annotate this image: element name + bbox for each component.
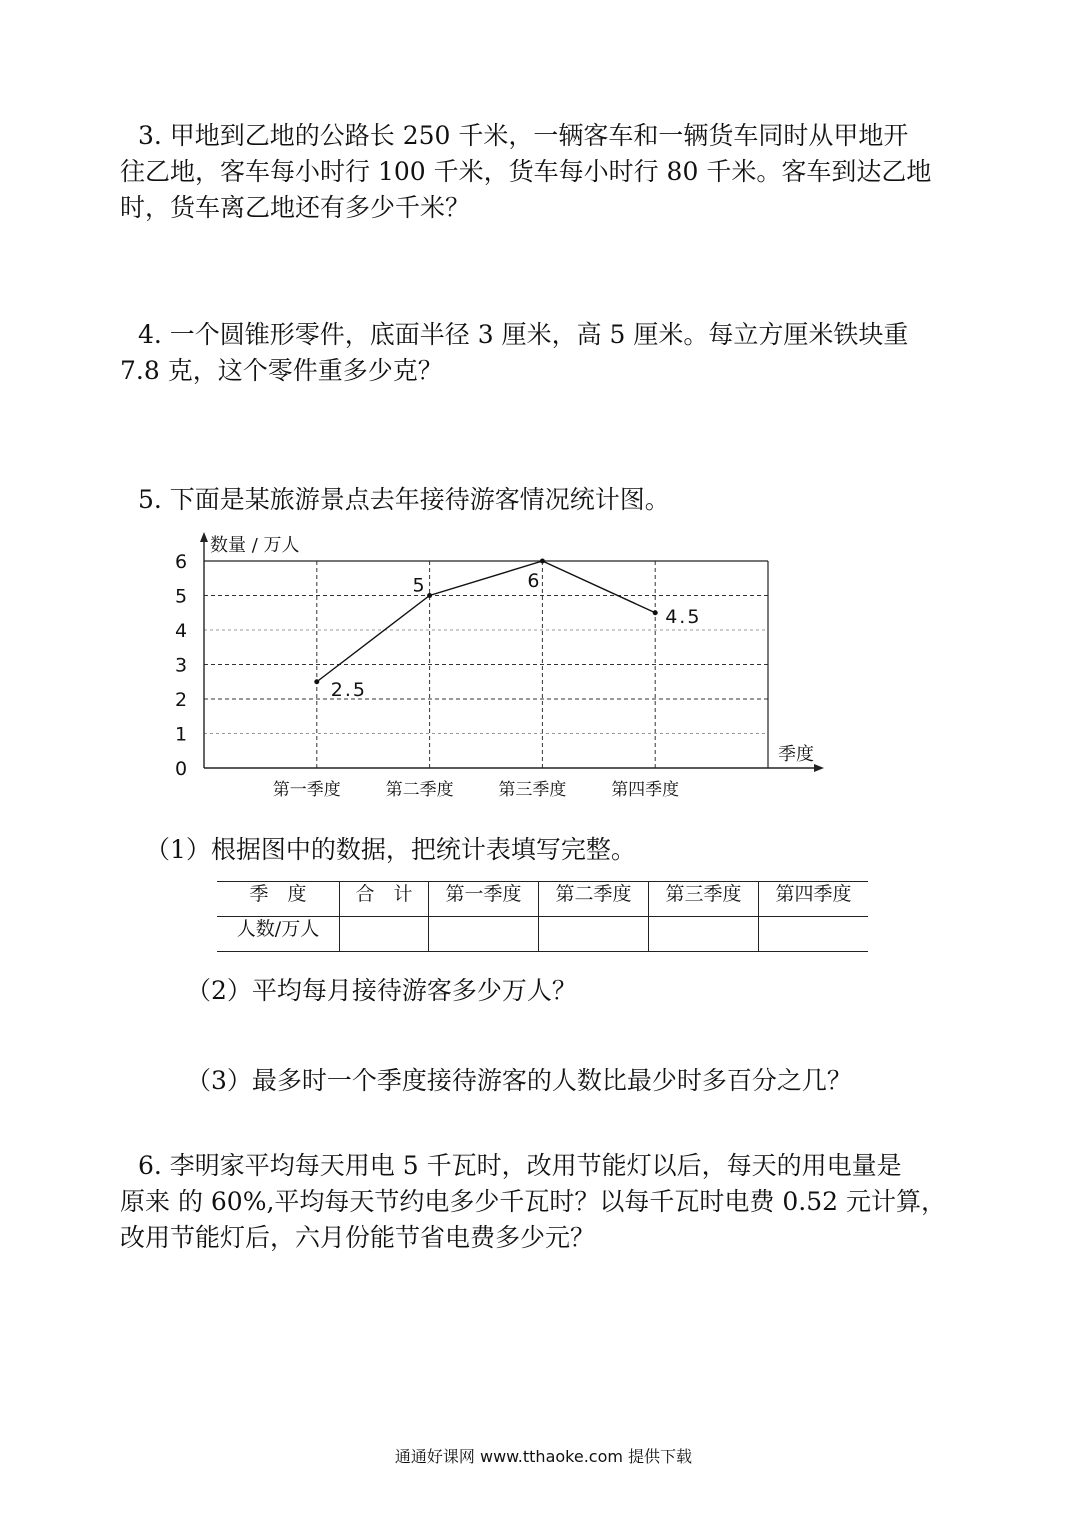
chart-point [653, 610, 658, 615]
question-5-part-3: （3）最多时一个季度接待游客的人数比最少时多百分之几？ [186, 1066, 852, 1095]
table-answer-cell[interactable] [759, 917, 869, 952]
chart-x-tick-label: 第三季度 [498, 780, 567, 800]
table-header-cell: 第二季度 [539, 882, 649, 917]
table-row [217, 917, 868, 952]
question-4-line-2: 7.8 克，这个零件重多少克？ [120, 356, 443, 385]
question-6-line-1: 6. 李明家平均每天用电 5 千瓦时，改用节能灯以后，每天的用电量是 [138, 1151, 902, 1180]
question-3-line-1: 3. 甲地到乙地的公路长 250 千米，一辆客车和一辆货车同时从甲地开 [138, 121, 909, 150]
chart-y-axis-label: 数量 / 万人 [210, 535, 300, 556]
chart-x-tick-label: 第一季度 [272, 780, 341, 800]
table-header-cell: 第三季度 [649, 882, 759, 917]
chart-data-label: 4.5 [665, 605, 702, 628]
chart-y-tick-label: 1 [174, 723, 188, 746]
page-footer: 通通好课网 www.tthaoke.com 提供下载 [394, 1447, 693, 1466]
question-4-line-1: 4. 一个圆锥形零件，底面半径 3 厘米，高 5 厘米。每立方厘米铁块重 [138, 320, 909, 349]
question-6-line-2: 原来 的 60%,平均每天节约电多少千瓦时？以每千瓦时电费 0.52 元计算， [120, 1187, 946, 1216]
chart-point [540, 559, 545, 564]
question-3-line-3: 时，货车离乙地还有多少千米？ [120, 193, 471, 222]
chart-data-label: 6 [527, 570, 542, 592]
question-5-part-1: （1）根据图中的数据，把统计表填写完整。 [145, 835, 636, 864]
question-6 [120, 1148, 970, 1256]
question-5 [120, 482, 970, 518]
chart-data-label: 2.5 [330, 678, 368, 701]
table-header-cell: 合 计 [340, 882, 429, 917]
question-6-line-3: 改用节能灯后，六月份能节省电费多少元？ [120, 1223, 596, 1252]
table-header-cell: 第一季度 [429, 882, 539, 917]
chart-y-tick-label: 2 [174, 689, 188, 711]
question-4 [120, 317, 970, 389]
table-answer-cell[interactable] [429, 917, 539, 952]
chart-x-tick-label: 第二季度 [385, 780, 454, 800]
table-row-label: 人数/万人 [217, 917, 340, 952]
table-answer-cell[interactable] [649, 917, 759, 952]
visitor-line-chart [170, 528, 850, 803]
chart-x-tick-label: 第四季度 [611, 780, 680, 800]
chart-y-tick-label: 3 [174, 654, 188, 677]
question-5-part-2: （2）平均每月接待游客多少万人？ [186, 976, 577, 1005]
chart-y-tick-label: 6 [174, 551, 188, 573]
table-row [217, 882, 868, 917]
chart-x-axis-label: 季度 [778, 744, 814, 765]
question-3 [120, 118, 970, 226]
chart-y-tick-label: 0 [174, 758, 188, 780]
table-answer-cell[interactable] [539, 917, 649, 952]
chart-series-line [317, 561, 655, 682]
chart-data-label: 5 [412, 574, 427, 597]
chart-point [427, 593, 432, 598]
table-header-cell: 季 度 [217, 882, 340, 917]
table-answer-cell[interactable] [340, 917, 429, 952]
statistics-table [217, 881, 868, 952]
chart-point [314, 679, 319, 684]
table-header-cell: 第四季度 [759, 882, 869, 917]
chart-x-axis-arrow-icon [814, 764, 824, 772]
chart-y-tick-label: 5 [174, 585, 188, 608]
question-3-line-2: 往乙地，客车每小时行 100 千米，货车每小时行 80 千米。客车到达乙地 [120, 157, 932, 186]
question-5-intro: 5. 下面是某旅游景点去年接待游客情况统计图。 [138, 485, 670, 514]
chart-y-axis-arrow-icon [200, 532, 208, 542]
chart-y-tick-label: 4 [174, 620, 188, 642]
